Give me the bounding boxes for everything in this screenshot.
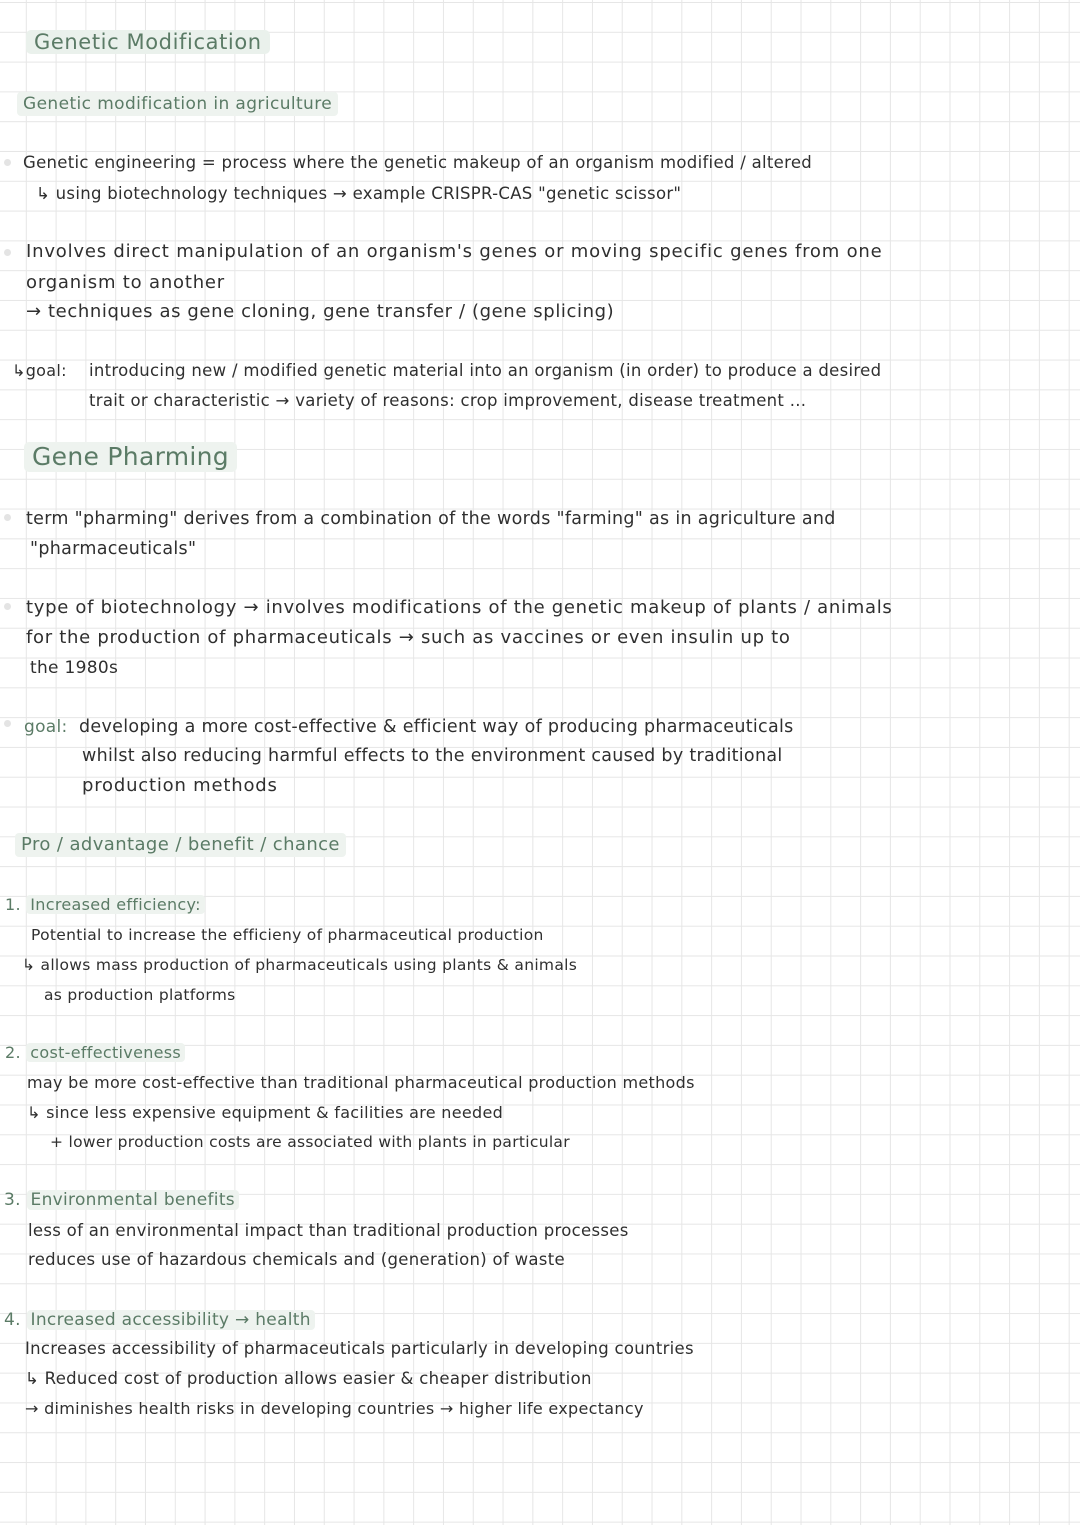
pharming-type-line-2: for the production of pharmaceuticals → such as vaccines or even insulin up to — [26, 627, 791, 648]
pro-item-title-text: cost-effectiveness — [26, 1043, 185, 1062]
gm-manipulation-line-1: Involves direct manipulation of an organism's genes or moving specific genes from one — [26, 241, 883, 262]
pro-item-title-text: Increased efficiency: — [26, 895, 205, 914]
pharming-term-line-2: "pharmaceuticals" — [30, 539, 197, 559]
section-heading-gene-pharming: Gene Pharming — [24, 442, 237, 472]
pharming-goal-line-2: whilst also reducing harmful effects to the environment caused by traditional — [82, 746, 783, 766]
pro-item-1-line-3: as production platforms — [44, 986, 236, 1004]
pro-item-number: 1. — [5, 895, 21, 914]
gm-definition-line-1: Genetic engineering = process where the genetic makeup of an organism modified / altered — [23, 153, 813, 172]
pharming-type-line-3: the 1980s — [30, 658, 119, 678]
gm-definition-line-2: ↳ using biotechnology techniques → example CRISPR-CAS "genetic scissor" — [36, 184, 682, 203]
pro-item-title-text: Environmental benefits — [27, 1190, 239, 1210]
bullet-dot — [4, 603, 11, 610]
pharming-goal-line-3: production methods — [82, 775, 278, 796]
pro-item-number: 3. — [4, 1190, 21, 1210]
pharming-type-line-1: type of biotechnology → involves modifications of the genetic makeup of plants / animals — [26, 597, 893, 618]
pro-item-4-line-1: Increases accessibility of pharmaceuticals particularly in developing countries — [25, 1339, 694, 1358]
pro-item-2-line-1: may be more cost-effective than traditional pharmaceutical production methods — [27, 1073, 695, 1092]
bullet-dot — [4, 514, 11, 521]
pro-item-2-line-2: ↳ since less expensive equipment & facilities are needed — [27, 1103, 504, 1122]
gm-manipulation-line-2: organism to another — [26, 272, 225, 293]
gm-techniques-line: → techniques as gene cloning, gene transfer / (gene splicing) — [26, 301, 615, 322]
bullet-dot — [4, 249, 11, 256]
pharming-term-line-1: term "pharming" derives from a combination of the words "farming" as in agriculture and — [26, 509, 836, 529]
pro-item-1-line-2: ↳ allows mass production of pharmaceuticals using plants & animals — [22, 956, 578, 974]
gm-goal-line-2: trait or characteristic → variety of reasons: crop improvement, disease treatment ... — [89, 391, 807, 410]
pro-item-2-title — [5, 1041, 185, 1065]
pro-item-2-line-3: + lower production costs are associated with plants in particular — [50, 1133, 570, 1151]
pharming-goal-line-1: developing a more cost-effective & efficient way of producing pharmaceuticals — [79, 717, 794, 737]
section-heading-gm-agriculture: Genetic modification in agriculture — [17, 92, 338, 116]
pro-item-number: 4. — [4, 1310, 21, 1330]
pro-item-3-line-2: reduces use of hazardous chemicals and (generation) of waste — [28, 1250, 565, 1269]
pharming-goal-label: goal: — [24, 717, 68, 737]
pro-item-4-title — [4, 1308, 315, 1332]
bullet-dot — [4, 159, 11, 166]
pro-item-4-line-3: → diminishes health risks in developing countries → higher life expectancy — [25, 1399, 644, 1418]
pro-item-3-title — [4, 1188, 239, 1212]
pro-item-1-title — [5, 893, 205, 917]
page-title: Genetic Modification — [26, 30, 270, 54]
gm-goal-line-1: introducing new / modified genetic material into an organism (in order) to produce a desired — [89, 361, 882, 380]
bullet-dot — [4, 720, 11, 727]
pro-item-title-text: Increased accessibility → health — [27, 1310, 315, 1330]
pro-item-4-line-2: ↳ Reduced cost of production allows easier & cheaper distribution — [25, 1369, 592, 1388]
pro-item-number: 2. — [5, 1043, 21, 1062]
pro-item-1-line-1: Potential to increase the efficieny of pharmaceutical production — [31, 926, 544, 944]
pro-item-3-line-1: less of an environmental impact than traditional production processes — [28, 1221, 629, 1240]
section-heading-pros: Pro / advantage / benefit / chance — [15, 833, 346, 857]
gm-goal-label: ↳goal: — [12, 361, 67, 380]
